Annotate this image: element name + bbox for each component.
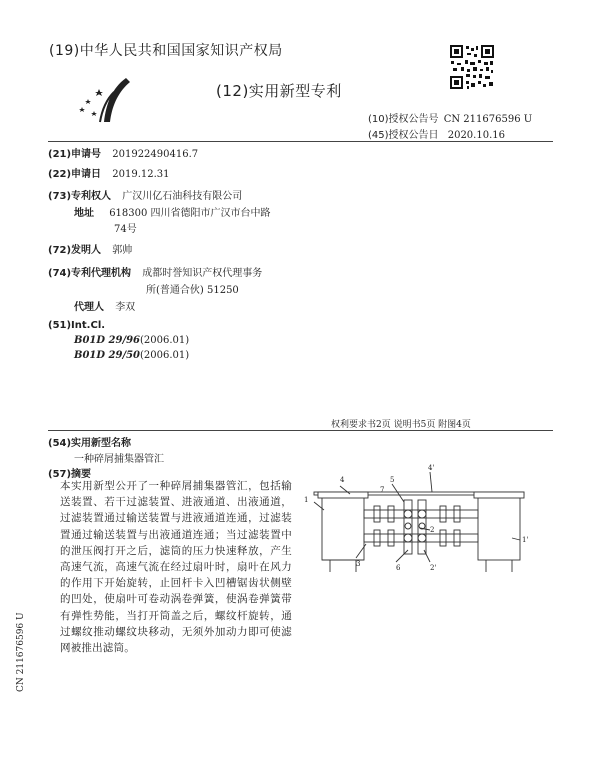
ipc-row-1: [74, 335, 189, 346]
app-date-label: (22)申请日: [48, 169, 102, 180]
app-number: 201922490416.7: [112, 149, 199, 160]
ipc-version-1: (2006.01): [140, 335, 190, 346]
ipc-code-1: B01D 29/96: [74, 335, 141, 346]
agency-line2: 所(普通合伙) 51250: [146, 285, 239, 296]
address-line1: 618300 四川省德阳市广汉市台中路: [109, 208, 271, 219]
fig-label-2p: 2': [430, 564, 437, 572]
fig-label-1p: 1': [522, 536, 529, 544]
utility-model-title: 一种碎屑捕集器管汇: [74, 454, 164, 465]
issuing-office: (19)中华人民共和国国家知识产权局: [49, 43, 283, 59]
ipc-version-2: (2006.01): [140, 350, 190, 361]
abstract-label: (57)摘要: [48, 469, 92, 480]
agent-label: 代理人: [74, 302, 104, 313]
pub-number-label: (10)授权公告号: [368, 114, 439, 125]
inventor: 郭帅: [112, 245, 133, 256]
agency-row: [48, 264, 262, 279]
fig-label-6: 6: [396, 564, 401, 572]
fig-label-4: 4: [340, 476, 345, 484]
fig-label-5: 5: [390, 476, 395, 484]
manifold-drawing: [300, 462, 535, 577]
ipc-row-2: [74, 350, 189, 361]
patentee: 广汉川亿石油科技有限公司: [122, 191, 243, 202]
pub-number: CN 211676596 U: [443, 114, 533, 125]
header-rule: [48, 141, 553, 142]
qr-code-icon: [449, 44, 495, 90]
pages-summary: 权利要求书2页 说明书5页 附图4页: [331, 420, 471, 430]
address-row: [74, 204, 271, 219]
fig-label-1: 1: [304, 496, 309, 504]
abstract-text: 本实用新型公开了一种碎屑捕集器管汇，包括输送装置、若干过滤装置、进液通道、出液通道，过滤装置通过输送装置与进液通道连通，过滤装置通过输送装置与出液通道连通；当过滤装置中的泄压阀打开之后，滤筒的压力快速释放，产生高速气流，高速气流在经过扇叶时，扇叶在风力的作用下开始旋转，止回杆卡入凹槽锯齿状侧壁的凹处，使扇叶可卷动涡卷弹簧，使涡卷弹簧带有弹性势能，当打开筒盖之后，螺纹杆旋转，通过螺纹推动螺纹块移动，无须外加动力即可使滤网被推出滤筒。: [60, 480, 292, 655]
section-rule: [48, 430, 553, 431]
inventor-label: (72)发明人: [48, 245, 102, 256]
intcl-label: (51)Int.Cl.: [48, 320, 106, 331]
title-label: (54)实用新型名称: [48, 438, 132, 449]
side-publication-number: CN 211676596 U: [16, 612, 26, 692]
ipc-code-2: B01D 29/50: [74, 350, 141, 361]
agency-line1: 成都时誉知识产权代理事务: [142, 268, 263, 279]
agent-row: [74, 298, 135, 313]
app-number-row: [48, 145, 198, 160]
pub-number-row: [368, 110, 532, 125]
app-date: 2019.12.31: [112, 169, 170, 180]
inventor-row: [48, 241, 132, 256]
sipo-logo-icon: [74, 74, 132, 126]
app-date-row: [48, 165, 170, 180]
agent: 李双: [115, 302, 136, 313]
agency-label: (74)专利代理机构: [48, 268, 132, 279]
address-line2: 74号: [114, 224, 137, 235]
pub-date: 2020.10.16: [447, 130, 505, 141]
patentee-label: (73)专利权人: [48, 191, 112, 202]
fig-label-2: 2: [430, 526, 435, 534]
app-number-label: (21)申请号: [48, 149, 102, 160]
address-label: 地址: [74, 208, 94, 219]
fig-label-3: 3: [356, 560, 361, 568]
patentee-row: [48, 187, 242, 202]
fig-label-4p: 4': [428, 464, 435, 472]
fig-label-7: 7: [380, 486, 385, 494]
pub-date-label: (45)授权公告日: [368, 130, 439, 141]
document-type: (12)实用新型专利: [216, 82, 342, 100]
pub-date-row: [368, 126, 505, 141]
